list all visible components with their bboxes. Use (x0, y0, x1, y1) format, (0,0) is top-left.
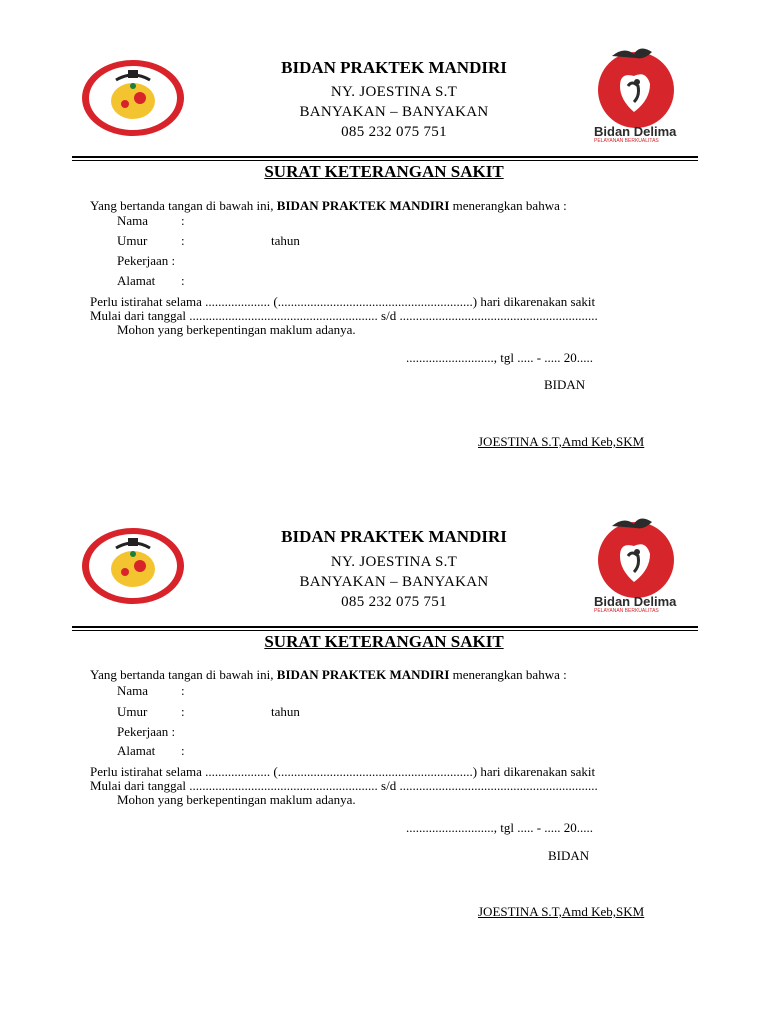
intro-suffix: menerangkan bahwa : (449, 667, 567, 682)
bidan-delima-logo-title: Bidan Delima (594, 594, 677, 609)
field-label-umur: Umur (117, 233, 148, 248)
field-colon-alamat: : (181, 743, 185, 758)
header-phone: 085 232 075 751 (341, 124, 447, 140)
document-title: SURAT KETERANGAN SAKIT (264, 632, 504, 651)
bidan-delima-logo-sub: PELAYANAN BERKUALITAS (594, 608, 659, 614)
field-label-nama: Nama (117, 683, 149, 698)
date-range-line: Mulai dari tanggal .......................................................... s/d ............................................................. (90, 308, 598, 323)
field-label-nama: Nama (117, 213, 149, 228)
signer-role: BIDAN (544, 377, 586, 392)
field-umur-unit: tahun (271, 233, 300, 248)
intro-prefix: Yang bertanda tangan di bawah ini, (90, 198, 277, 213)
bidan-delima-logo-title: Bidan Delima (594, 124, 677, 139)
intro-line (90, 667, 567, 683)
closing-line: Mohon yang berkepentingan maklum adanya. (117, 322, 356, 337)
header-midwife-name: NY. JOESTINA S.T (330, 84, 458, 100)
header-divider-thin (72, 160, 698, 161)
rest-duration-line: Perlu istirahat selama .................... (............................................................) hari dikarenakan sakit (90, 764, 596, 779)
intro-bold: BIDAN PRAKTEK MANDIRI (276, 667, 450, 682)
certificate-form-2 (0, 470, 768, 940)
intro-prefix: Yang bertanda tangan di bawah ini, (90, 667, 277, 682)
field-umur-unit: tahun (271, 704, 300, 719)
field-colon-nama: : (181, 683, 185, 698)
field-label-umur: Umur (117, 704, 148, 719)
header-address: BANYAKAN – BANYAKAN (299, 104, 489, 120)
header-divider (72, 156, 698, 158)
closing-line: Mohon yang berkepentingan maklum adanya. (117, 792, 356, 807)
header-divider (72, 626, 698, 628)
place-date-line: ..........................., tgl ..... - ..... 20..... (406, 350, 594, 365)
field-colon-nama: : (181, 213, 185, 228)
date-range-line: Mulai dari tanggal .......................................................... s/d ............................................................. (90, 778, 598, 793)
intro-suffix: menerangkan bahwa : (449, 198, 567, 213)
field-colon-alamat: : (181, 273, 185, 288)
header-divider-thin (72, 630, 698, 631)
ibi-seal-logo (80, 58, 186, 138)
document-title: SURAT KETERANGAN SAKIT (264, 162, 504, 181)
field-label-pekerjaan: Pekerjaan : (117, 253, 176, 268)
bidan-delima-logo-sub: PELAYANAN BERKUALITAS (594, 138, 659, 144)
rest-duration-line: Perlu istirahat selama .................... (............................................................) hari dikarenakan sakit (90, 294, 596, 309)
intro-bold: BIDAN PRAKTEK MANDIRI (276, 198, 450, 213)
field-colon-umur: : (181, 233, 185, 248)
ibi-seal-logo (80, 526, 186, 606)
place-date-line: ..........................., tgl ..... - ..... 20..... (406, 820, 594, 835)
certificate-form-1 (0, 0, 768, 470)
field-label-alamat: Alamat (117, 273, 156, 288)
header-phone: 085 232 075 751 (341, 594, 447, 610)
bidan-delima-logo (590, 46, 690, 142)
header-title: BIDAN PRAKTEK MANDIRI (281, 58, 507, 77)
signer-name: JOESTINA S.T,Amd Keb,SKM (478, 904, 645, 919)
header-address: BANYAKAN – BANYAKAN (299, 574, 489, 590)
header-midwife-name: NY. JOESTINA S.T (330, 554, 458, 570)
header-title: BIDAN PRAKTEK MANDIRI (281, 527, 507, 546)
signer-role: BIDAN (548, 848, 590, 863)
field-colon-umur: : (181, 704, 185, 719)
signer-name: JOESTINA S.T,Amd Keb,SKM (478, 434, 645, 449)
field-label-alamat: Alamat (117, 743, 156, 758)
intro-line (90, 198, 567, 214)
bidan-delima-logo (590, 516, 690, 612)
field-label-pekerjaan: Pekerjaan : (117, 724, 176, 739)
